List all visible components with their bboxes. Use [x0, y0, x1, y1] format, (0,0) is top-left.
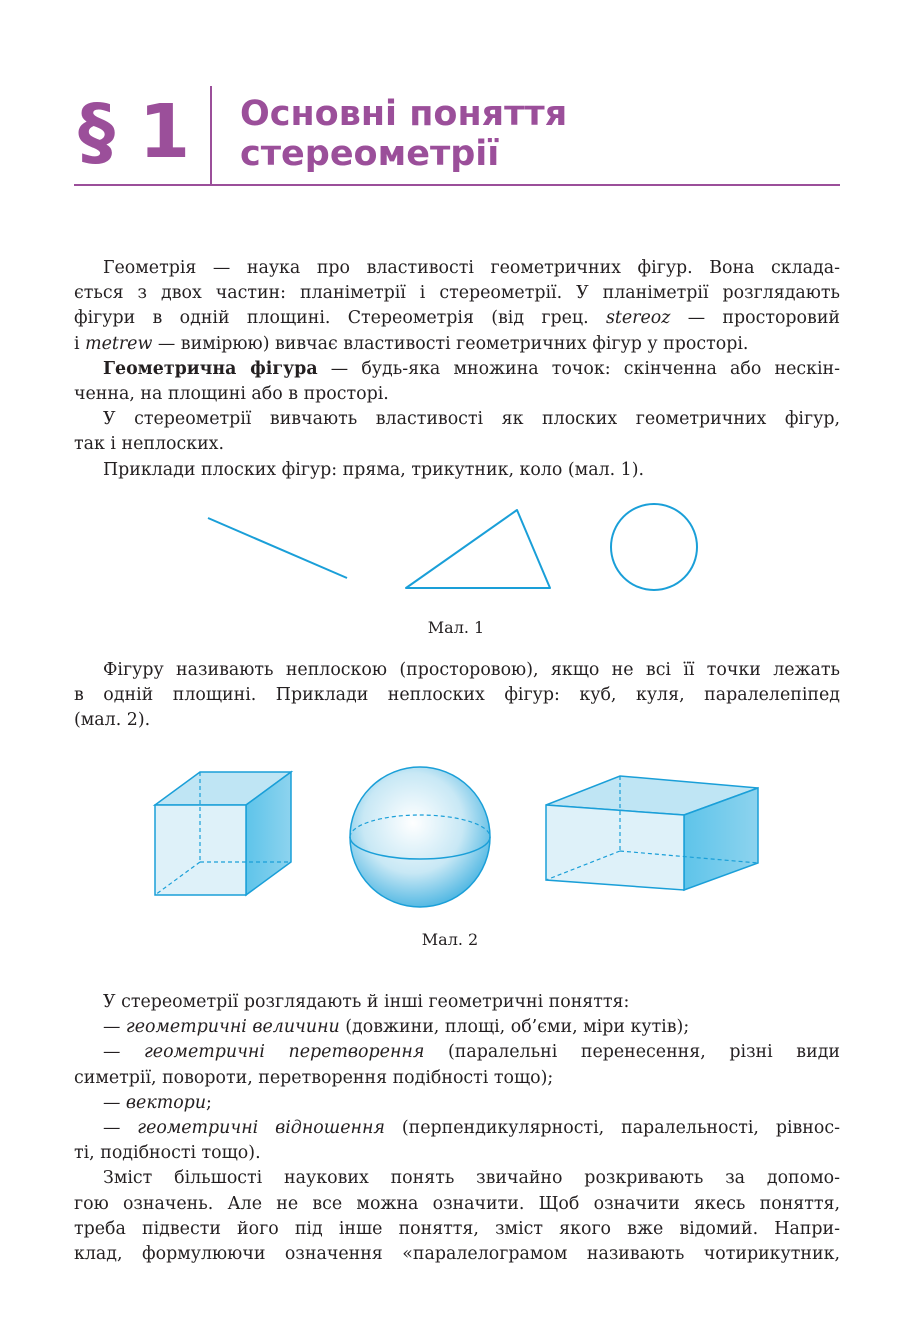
parallelepiped-shape: [546, 776, 758, 890]
text-line: Фігуру називають неплоскою (просторовою), якщо не всі її точки лежать: [103, 660, 840, 680]
text-line: Геометрія — наука про властивості геометричних фігур. Вона склада-: [103, 258, 840, 278]
figure-2-caption: Мал. 2: [421, 930, 479, 949]
text-line: [74, 332, 840, 357]
term-geometric-quantities: геометричні величини: [125, 1017, 340, 1038]
text-line: клад, формулюючи означення «паралелограмом називають чотирикутник,: [74, 1244, 840, 1265]
text-fragment: і: [74, 333, 80, 354]
text-fragment: фігури в одній площині. Стереометрія (від грец.: [74, 308, 589, 329]
term-vectors: вектори: [125, 1092, 207, 1113]
text-line: [74, 1116, 840, 1141]
text-fragment: ;: [206, 1092, 212, 1113]
list-dash: —: [103, 1092, 121, 1113]
cube-shape: [155, 772, 291, 895]
circle-shape: [611, 504, 697, 590]
text-line: треба підвести його під інше поняття, зміст якого вже відомий. Напри-: [74, 1218, 840, 1239]
list-item: [74, 1040, 840, 1090]
triangle-shape: [406, 510, 550, 588]
text-fragment: — просторовий: [687, 308, 840, 329]
sphere-shape: [350, 767, 490, 907]
section-title: [240, 94, 567, 174]
nonflat-text: [74, 658, 840, 734]
paragraph-nonflat-definition: [74, 658, 840, 734]
paragraph-geometry-definition: [74, 256, 840, 357]
text-line: [74, 1040, 840, 1065]
term-metrew: metrew: [85, 333, 153, 354]
section-title-line1: Основні поняття: [240, 94, 568, 134]
text-line: симетрії, повороти, перетворення подібності тощо);: [74, 1067, 554, 1088]
figure-1-flat-shapes: [200, 500, 720, 600]
text-line: (мал. 2).: [74, 710, 151, 731]
term-geometric-relations: геометричні відношення: [137, 1118, 385, 1139]
section-title-line2: стереометрії: [240, 134, 500, 174]
text-line: [74, 357, 840, 382]
section-header: [74, 86, 840, 186]
term-geometric-figure: Геометрична фігура: [103, 358, 318, 379]
text-fragment: — будь-яка множина точок: скінченна або нескін-: [330, 358, 840, 379]
figure-2-solids: [150, 765, 770, 910]
paragraph-definitions: [74, 1166, 840, 1267]
paragraph-stereometry-studies: [74, 407, 840, 457]
figure-1-caption: Мал. 1: [427, 618, 485, 637]
text-fragment: — вимірюю) вивчає властивості геометричних фігур у просторі.: [157, 333, 749, 354]
text-line: Зміст більшості наукових понять звичайно розкривають за допомо-: [103, 1168, 840, 1189]
list-item: [74, 1116, 840, 1166]
text-line: ється з двох частин: планіметрії і стереометрії. У планіметрії розглядають: [74, 283, 840, 304]
list-dash: —: [103, 1042, 121, 1063]
header-horizontal-rule: [74, 184, 840, 186]
text-fragment: (перпендикулярності, паралельності, рівнос-: [401, 1118, 840, 1139]
list-item: [74, 1091, 840, 1116]
text-line: У стереометрії вивчають властивості як плоских геометричних фігур,: [103, 409, 840, 430]
term-geometric-transformations: геометричні перетворення: [144, 1042, 425, 1063]
text-line: [74, 306, 840, 331]
list-item: [74, 1015, 840, 1040]
paragraph-geometric-figure: [74, 357, 840, 407]
concepts-text: [74, 990, 840, 1267]
list-dash: —: [103, 1017, 121, 1038]
term-stereoz: stereoz: [605, 308, 671, 329]
text-fragment: (довжини, площі, об’єми, міри кутів);: [345, 1017, 690, 1038]
text-line: ченна, на площині або в просторі.: [74, 384, 389, 405]
text-line: ті, подібності тощо).: [74, 1143, 261, 1164]
text-line: гою означень. Але не все можна означити. Щоб означити якесь поняття,: [74, 1193, 840, 1214]
header-vertical-divider: [210, 86, 212, 186]
text-line: так і неплоских.: [74, 434, 225, 455]
section-number: § 1: [78, 89, 190, 175]
list-dash: —: [103, 1118, 121, 1139]
intro-text: [74, 256, 840, 483]
text-line: в одній площині. Приклади неплоских фігур: куб, куля, паралелепіпед: [74, 685, 840, 706]
line-segment-shape: [208, 518, 347, 578]
paragraph-other-concepts: У стереометрії розглядають й інші геометричні поняття:: [103, 992, 630, 1012]
text-fragment: (паралельні перенесення, різні види: [448, 1042, 840, 1063]
paragraph-flat-examples: Приклади плоских фігур: пряма, трикутник, коло (мал. 1).: [103, 459, 645, 480]
